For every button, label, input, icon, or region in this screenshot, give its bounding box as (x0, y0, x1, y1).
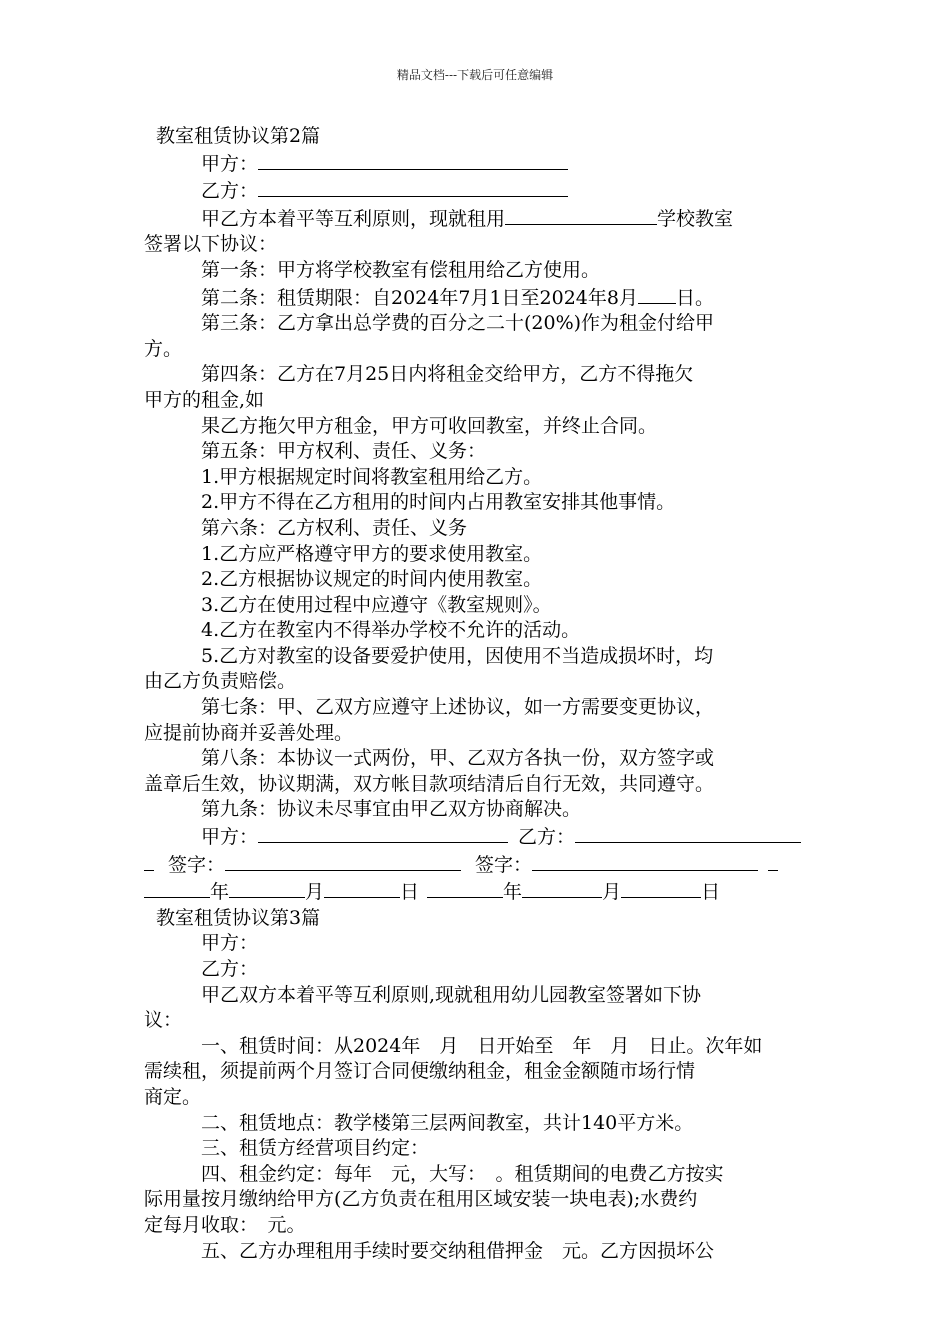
intro-text-b: 学校教室 (657, 207, 734, 230)
party-a-label: 甲方： (201, 152, 259, 175)
article-1: 第一条：甲方将学校教室有偿租用给乙方使用。 (201, 258, 601, 281)
sign-b-blank (532, 851, 758, 871)
s3-party-a: 甲方： (201, 932, 259, 955)
article-6: 第六条：乙方权利、责任、义务 (201, 516, 468, 539)
s3-clause-5-line-1: 五、乙方办理租用手续时要交纳租借押金 元。乙方因损坏公 (201, 1239, 715, 1262)
article-2-text: 第二条：租赁期限：自2024年7月1日至2024年8月 (201, 286, 638, 309)
date-line (144, 878, 812, 906)
s3-clause-1-line-1: 一、租赁时间：从2024年 月 日开始至 年 月 日止。次年如 (201, 1034, 763, 1057)
article-5-item-2: 2.甲方不得在乙方租用的时间内占用教室安排其他事情。 (201, 491, 676, 514)
sign-party-b-blank (575, 823, 801, 843)
article-5: 第五条：甲方权利、责任、义务： (201, 440, 487, 463)
article-8-line-2: 盖章后生效，协议期满，双方帐目款项结清后自行无效，共同遵守。 (144, 772, 715, 795)
article-3-line-2: 方。 (144, 337, 183, 360)
day-b-label: 日 (701, 881, 721, 904)
article-6-item-5-line-2: 由乙方负责赔偿。 (144, 670, 297, 693)
signature-parties-line (144, 823, 812, 851)
article-4-line-2: 甲方的租金,如 (144, 388, 265, 411)
day-a-blank (324, 878, 400, 898)
sign-party-a-label: 甲方： (201, 826, 259, 849)
sign-party-a-blank (258, 823, 508, 843)
section-2-title: 教室租赁协议第2篇 (156, 125, 321, 147)
article-9: 第九条：协议未尽事宜由甲乙双方协商解决。 (201, 798, 582, 821)
month-a-label: 月 (305, 881, 325, 904)
article-5-item-1: 1.甲方根据规定时间将教室租用给乙方。 (201, 465, 543, 488)
article-2-end: 日。 (675, 286, 714, 309)
party-b-blank (258, 177, 568, 197)
day-blank (638, 284, 676, 304)
intro-line-1 (144, 205, 812, 233)
day-b-blank (621, 878, 701, 898)
sign-a-blank (225, 851, 461, 871)
party-a-line (144, 150, 812, 178)
article-3-line-1: 第三条：乙方拿出总学费的百分之二十(20%)作为租金付给甲 (201, 312, 715, 335)
s3-clause-4-line-1: 四、租金约定：每年 元，大写： 。租赁期间的电费乙方按实 (201, 1162, 724, 1185)
party-a-blank (258, 150, 568, 170)
sign-party-b-label: 乙方： (518, 826, 576, 849)
month-a-blank (229, 878, 305, 898)
article-6-item-4: 4.乙方在教室内不得举办学校不允许的活动。 (201, 619, 581, 642)
year-a-blank (144, 878, 210, 898)
article-6-item-1: 1.乙方应严格遵守甲方的要求使用教室。 (201, 542, 543, 565)
intro-text: 甲乙方本着平等互利原则，现就租用 (201, 207, 506, 230)
s3-party-b: 乙方： (201, 958, 259, 980)
intro-line-2: 签署以下协议： (144, 233, 278, 256)
year-a-label: 年 (210, 881, 230, 904)
article-6-item-3: 3.乙方在使用过程中应遵守《教室规则》。 (201, 593, 552, 616)
article-4-line-1: 第四条：乙方在7月25日内将租金交给甲方，乙方不得拖欠 (201, 363, 694, 386)
party-b-line (144, 177, 812, 205)
party-b-label: 乙方： (201, 180, 259, 203)
signature-line (144, 851, 812, 879)
article-7-line-1: 第七条：甲、乙双方应遵守上述协议，如一方需要变更协议， (201, 696, 715, 719)
s3-clause-4-line-3: 定每月收取： 元。 (144, 1213, 306, 1236)
year-b-label: 年 (503, 881, 523, 904)
article-2 (144, 284, 812, 312)
sign-label-b: 签字： (475, 853, 533, 876)
document-body (144, 124, 812, 1264)
day-a-label: 日 (400, 881, 420, 904)
year-b-blank (427, 878, 503, 898)
section-3-title: 教室租赁协议第3篇 (156, 906, 321, 929)
school-blank (505, 205, 657, 225)
article-8-line-1: 第八条：本协议一式两份，甲、乙双方各执一份，双方签字或 (201, 747, 715, 770)
page-header: 精品文档---下载后可任意编辑 (396, 68, 554, 82)
s3-intro-line-1: 甲乙双方本着平等互利原则,现就租用幼儿园教室签署如下协 (201, 983, 702, 1006)
month-b-label: 月 (602, 881, 622, 904)
s3-clause-1-line-2: 需续租，须提前两个月签订合同便缴纳租金，租金金额随市场行情 (144, 1060, 696, 1083)
article-4-line-3: 果乙方拖欠甲方租金，甲方可收回教室，并终止合同。 (201, 414, 658, 437)
sign-lead-blank (144, 851, 154, 871)
month-b-blank (522, 878, 602, 898)
article-7-line-2: 应提前协商并妥善处理。 (144, 721, 354, 744)
s3-clause-4-line-2: 际用量按月缴纳给甲方(乙方负责在租用区域安装一块电表);水费约 (144, 1188, 698, 1211)
article-6-item-2: 2.乙方根据协议规定的时间内使用教室。 (201, 568, 543, 591)
sign-label-a: 签字： (168, 853, 226, 876)
s3-clause-1-line-3: 商定。 (144, 1085, 202, 1108)
s3-clause-3: 三、租赁方经营项目约定： (201, 1137, 430, 1160)
article-6-item-5-line-1: 5.乙方对教室的设备要爱护使用，因使用不当造成损坏时，均 (201, 644, 714, 667)
s3-clause-2: 二、租赁地点：教学楼第三层两间教室，共计140平方米。 (201, 1111, 694, 1134)
s3-intro-line-2: 议： (144, 1009, 183, 1032)
sign-tail-blank (768, 851, 778, 871)
